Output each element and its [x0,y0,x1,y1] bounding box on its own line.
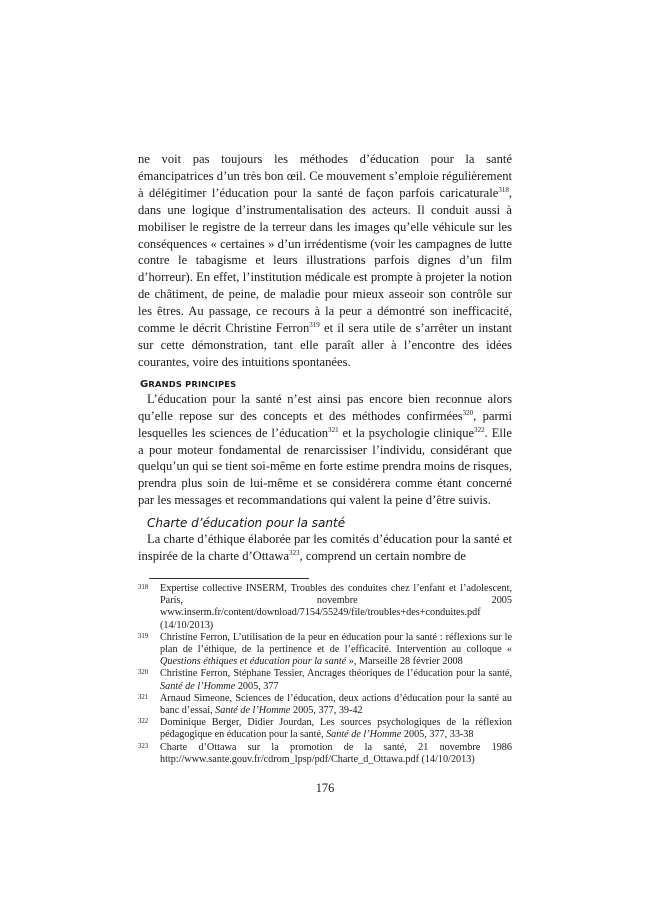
paragraph-text: , comprend un certain nombre de [299,549,467,564]
subsection-heading: Charte d’éducation pour la santé [147,516,346,531]
footnote-ref[interactable]: 323 [289,548,300,557]
footnote-number: 321 [138,693,149,701]
paragraph-text: , parmi lesquelles les sciences de l’éducation [138,408,512,440]
paragraph-text: . Elle a pour moteur fondamental de renarcissiser l’individu, considérant que quelqu’un qui se tient soi-même en forte estime prendra moins de risques, prendra plus soin de lui-même et se considérera comme étant concerné par les messages et recommandations qui valent la peine d’être suivis. [138,425,513,508]
section-heading [140,379,512,390]
footnote-journal: Santé de l’Homme [160,680,236,692]
footnote-ref[interactable]: 318 [498,185,509,194]
footnote-journal: Santé de l’Homme [326,729,402,741]
paragraph-text: ne voit pas toujours les méthodes d’éducation pour la santé émancipatrices d’un très bon œil. Ce mouvement s’emploie régulièrement à délégitimer l’éducation pour la santé de façon parfois caricaturale [138,152,512,200]
footnote-text: 2005, 377 [235,680,279,692]
heading-rest: RANDS PRINCIPES [148,378,237,389]
footnote-321 [138,692,512,717]
footnote-number: 318 [138,583,149,591]
paragraph-2 [138,391,512,509]
footnote-text: Dominique Berger, Didier Jourdan, Les sources psychologiques de la réflexion pédagogique en éducation pour la santé, [160,717,512,741]
paragraph-1 [138,151,512,371]
heading-initial: G [140,378,149,390]
footnote-number: 319 [138,632,149,640]
footnote-journal: Santé de l’Homme [215,704,291,716]
footnote-ref[interactable]: 321 [328,425,339,434]
paragraph-text: et il sera utile de s’arrêter un instant sur cette démonstration, tant elle paraît aller à l’encontre des idées courantes, voire des intuitions spontanées. [138,321,512,369]
paragraph-3 [138,531,512,565]
footnote-ref[interactable]: 320 [462,408,474,417]
footnote-text: », Marseille 28 février 2008 [346,656,463,668]
footnote-number: 320 [138,669,149,677]
footnote-ref[interactable]: 322 [474,425,485,434]
footnote-322 [138,717,512,741]
paragraph-text: , dans une logique d’instrumentalisation des acteurs. Il conduit aussi à mobiliser le registre de la terreur dans les images qu’elle véhicule sur les conséquences « certaines » d’un irrédentisme (voir les campagnes de lutte contre le tabagisme et leurs illustrations parfois dignes d’un film d’horreur). En effet, l’institution médicale est prompte à projeter la notion de châtiment, de peine, de maladie pour mieux asseoir son contrôle sur les êtres. Au passage, ce recours à la peur a démontré son inefficacité, comme le décrit Christine Ferron [138,185,512,336]
footnote-323 [138,741,512,766]
footnote-separator [149,578,309,579]
paragraph-text: L’éducation pour la santé n’est ainsi pas encore bien reconnue alors qu’elle repose sur des concepts et des méthodes confirmées [138,391,512,423]
page-number: 176 [315,781,335,795]
footnote-text: Charte d’Ottawa sur la promotion de la santé, 21 novembre 1986 http://www.sante.gouv.fr/cdrom_lpsp/pdf/Charte_d_Ottawa.pdf (14/10/2013) [160,741,512,765]
footnotes [138,583,512,766]
footnote-title: Questions éthiques et éducation pour la santé [160,656,347,668]
footnote-320 [138,668,512,692]
paragraph-text: La charte d’éthique élaborée par les comités d’éducation pour la santé et inspirée de la charte d’Ottawa [138,532,512,564]
footnote-318 [138,582,512,632]
footnote-text: Arnaud Simeone, Sciences de l’éducation, deux actions d’éducation pour la santé au banc d’essai, [160,692,512,716]
footnote-text: 2005, 377, 33-38 [401,729,474,741]
footnote-number: 322 [138,718,149,726]
footnote-319 [138,631,512,669]
footnote-number: 323 [138,742,149,750]
footnote-text: 2005, 377, 39-42 [290,704,363,716]
footnote-ref[interactable]: 319 [309,320,320,329]
footnote-text: Expertise collective INSERM, Troubles des conduites chez l’enfant et l’adolescent, Paris, novembre 2005 www.inserm.fr/content/download/7154/55249/file/troubles+des+conduites.pdf (14/10/2013) [160,582,512,631]
footnote-text: Christine Ferron, L’utilisation de la peur en éducation pour la santé : réflexions sur le plan de l’éthique, de la pertinence et de l’efficacité. Intervention au colloque « [160,631,512,655]
page-content [138,151,512,766]
footnote-text: Christine Ferron, Stéphane Tessier, Ancrages théoriques de l’éducation pour la santé, [160,668,512,680]
paragraph-text: et la psychologie clinique [338,425,475,440]
